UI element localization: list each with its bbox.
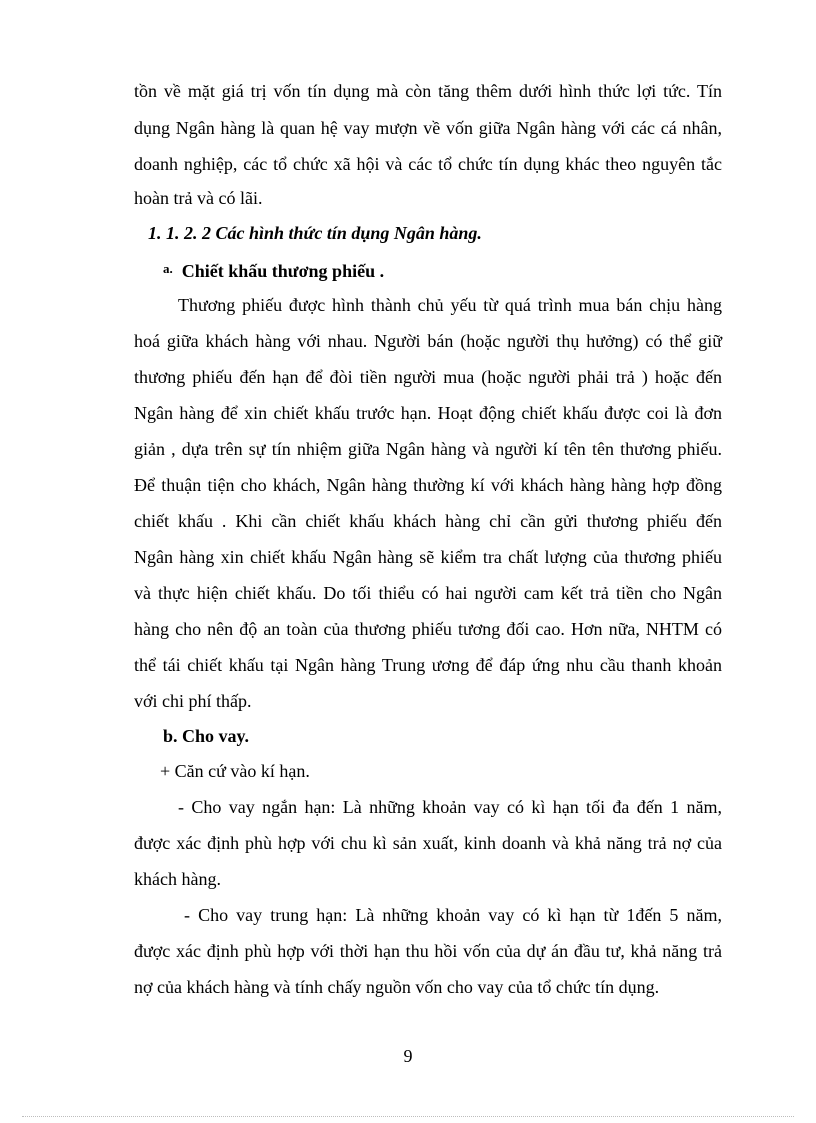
page-bottom-border <box>22 1116 794 1117</box>
paragraph-line: tồn về mặt giá trị vốn tín dụng mà còn tăng thêm dưới hình thức lợi tức. Tín <box>134 81 722 101</box>
paragraph-line: hoá giữa khách hàng với nhau. Người bán (hoặc người thụ hưởng) có thể giữ <box>134 331 722 351</box>
section-heading: 1. 1. 2. 2 Các hình thức tín dụng Ngân hàng. <box>148 223 482 243</box>
paragraph-line: Ngân hàng xin chiết khấu Ngân hàng sẽ kiểm tra chất lượng của thương phiếu <box>134 547 722 567</box>
paragraph-line: chiết khấu . Khi cần chiết khấu khách hàng chỉ cần gửi thương phiếu đến <box>134 511 722 531</box>
paragraph-line: hàng cho nên độ an toàn của thương phiếu tương đối cao. Hơn nữa, NHTM có <box>134 619 722 639</box>
paragraph-line: được xác định phù hợp với chu kì sản xuất, kinh doanh và khả năng trả nợ của <box>134 833 722 853</box>
paragraph-line: hoàn trả và có lãi. <box>134 188 263 208</box>
paragraph-line: - Cho vay trung hạn: Là những khoản vay có kì hạn từ 1đến 5 năm, <box>184 905 722 925</box>
paragraph-line: được xác định phù hợp với thời hạn thu hồi vốn của dự án đầu tư, khả năng trả <box>134 941 722 961</box>
subheading-b: b. Cho vay. <box>163 726 250 746</box>
paragraph-line: nợ của khách hàng và tính chấy nguồn vốn cho vay của tổ chức tín dụng. <box>134 977 660 997</box>
paragraph-line: Thương phiếu được hình thành chủ yếu từ quá trình mua bán chịu hàng <box>178 295 722 315</box>
paragraph-line: dụng Ngân hàng là quan hệ vay mượn về vốn giữa Ngân hàng với các cá nhân, <box>134 118 722 138</box>
paragraph-line: - Cho vay ngắn hạn: Là những khoản vay có kì hạn tối đa đến 1 năm, <box>178 797 722 817</box>
paragraph-line: doanh nghiệp, các tổ chức xã hội và các tổ chức tín dụng khác theo nguyên tắc <box>134 154 722 174</box>
paragraph-line: với chi phí thấp. <box>134 691 252 711</box>
paragraph-line: + Căn cứ vào kí hạn. <box>160 761 310 781</box>
list-marker: a. <box>163 261 173 276</box>
paragraph-line: thể tái chiết khấu tại Ngân hàng Trung ương để đáp ứng nhu cầu thanh khoản <box>134 655 722 675</box>
subheading-a <box>163 258 751 282</box>
paragraph-line: Để thuận tiện cho khách, Ngân hàng thường kí với khách hàng hàng hợp đồng <box>134 475 722 495</box>
paragraph-line: khách hàng. <box>134 869 221 889</box>
paragraph-line: Ngân hàng để xin chiết khấu trước hạn. Hoạt động chiết khấu được coi là đơn <box>134 403 722 423</box>
paragraph-line: và thực hiện chiết khấu. Do tối thiểu có hai người cam kết trả tiền cho Ngân <box>134 583 722 603</box>
paragraph-line: thương phiếu đến hạn để đòi tiền người mua (hoặc người phải trả ) hoặc đến <box>134 367 722 387</box>
paragraph-line: giản , dựa trên sự tín nhiệm giữa Ngân hàng và người kí tên tên thương phiếu. <box>134 439 722 459</box>
subheading-label: Chiết khấu thương phiếu . <box>181 261 385 281</box>
page-number: 9 <box>403 1046 413 1066</box>
